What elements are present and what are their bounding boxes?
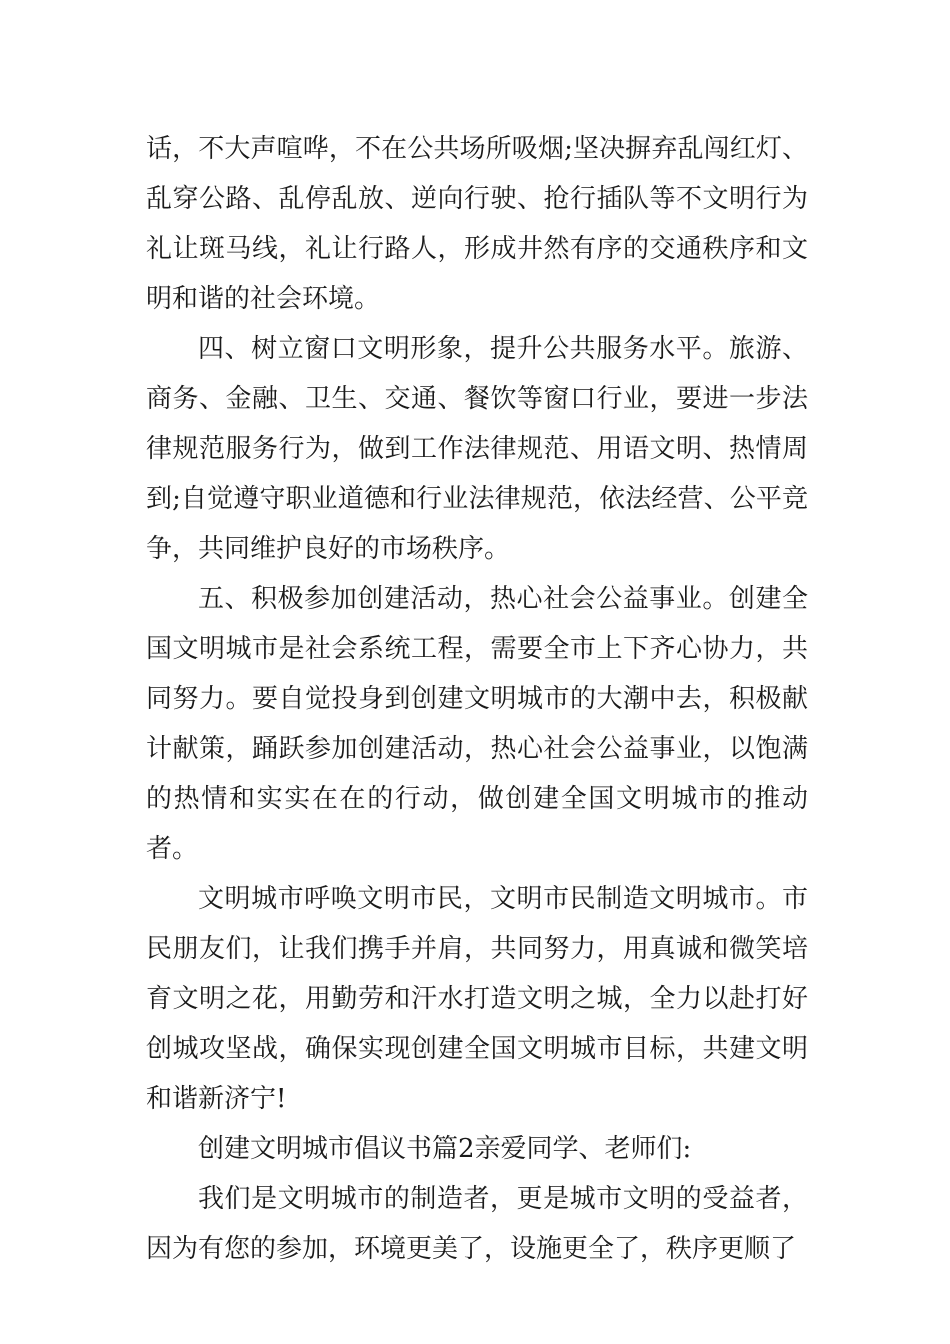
paragraph-proposal-title: 创建文明城市倡议书篇2亲爱同学、老师们: <box>198 1134 692 1164</box>
paragraph-call-to-citizens: 文明城市呼唤文明市民，文明市民制造文明城市。市民朋友们，让我们携手并肩，共同努力，用真诚和微笑培育文明之花，用勤劳和汗水打造文明之城，全力以赴打好创城攻坚战，确保实现创建全国文明城市目标，共建文明和谐新济宁! <box>146 884 808 1114</box>
paragraph-traffic-civility: 话，不大声喧哗，不在公共场所吸烟;坚决摒弃乱闯红灯、乱穿公路、乱停乱放、逆向行驶、抢行插队等不文明行为礼让斑马线，礼让行路人，形成井然有序的交通秩序和文明和谐的社会环境。 <box>146 134 808 314</box>
document-body <box>146 124 808 1274</box>
paragraph-five-public-welfare: 五、积极参加创建活动，热心社会公益事业。创建全国文明城市是社会系统工程，需要全市上下齐心协力，共同努力。要自觉投身到创建文明城市的大潮中去，积极献计献策，踊跃参加创建活动，热心社会公益事业，以饱满的热情和实实在在的行动，做创建全国文明城市的推动者。 <box>146 584 808 864</box>
paragraph-proposal-intro: 我们是文明城市的制造者，更是城市文明的受益者，因为有您的参加，环境更美了，设施更全了，秩序更顺了 <box>146 1184 808 1264</box>
paragraph-four-public-service: 四、树立窗口文明形象，提升公共服务水平。旅游、商务、金融、卫生、交通、餐饮等窗口行业，要进一步法律规范服务行为，做到工作法律规范、用语文明、热情周到;自觉遵守职业道德和行业法律规范，依法经营、公平竞争，共同维护良好的市场秩序。 <box>146 334 808 564</box>
